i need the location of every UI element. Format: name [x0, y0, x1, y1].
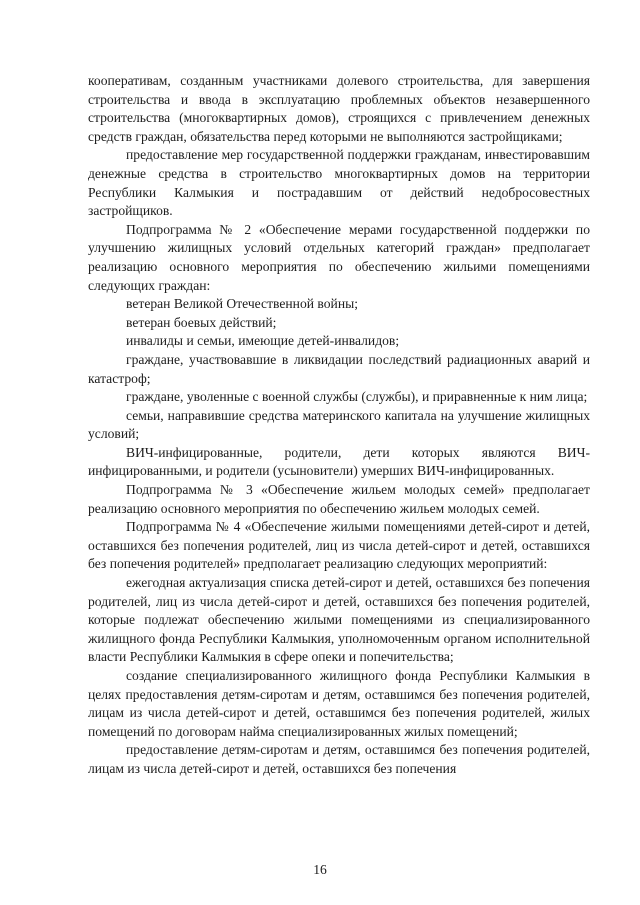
- paragraph-subprogram-4: Подпрограмма № 4 «Обеспечение жилыми помещениями детей-сирот и детей, оставшихся без попечения родителей, лиц из числа детей-сирот и детей, оставшихся без попечения родителей» предполагает реализацию следующих мероприятий:: [88, 519, 590, 572]
- list-item-ww2-veteran: ветеран Великой Отечественной войны;: [126, 296, 359, 312]
- paragraph-state-support: предоставление мер государственной поддержки гражданам, инвестировавшим денежные средства в строительство многоквартирных домов на территории Республики Калмыкия и пострадавшим от действий недобросовестных застройщиков.: [88, 147, 590, 219]
- list-item-disabled: инвалиды и семьи, имеющие детей-инвалидов;: [126, 333, 400, 349]
- paragraph-subprogram-3: Подпрограмма № 3 «Обеспечение жильем молодых семей» предполагает реализацию основного мероприятия по обеспечению жильем молодых семей.: [88, 482, 590, 516]
- paragraph-cooperatives: кооперативам, созданным участниками долевого строительства, для завершения строительства и ввода в эксплуатацию проблемных объектов незавершенного строительства (многоквартирных домов), строящихся с привлечением денежных средств граждан, обязательства перед которыми не выполняются застройщиками;: [88, 73, 590, 144]
- page-number: 16: [313, 862, 327, 877]
- document-body: [88, 72, 590, 779]
- list-item-radiation-liquidators: граждане, участвовавшие в ликвидации последствий радиационных аварий и катастроф;: [88, 351, 590, 386]
- list-item-maternity-capital: семьи, направившие средства материнского капитала на улучшение жилищных условий;: [88, 407, 590, 442]
- list-item-hiv: ВИЧ-инфицированные, родители, дети которых являются ВИЧ-инфицированными, и родители (усыновители) умерших ВИЧ-инфицированных.: [88, 444, 590, 479]
- list-item-combat-veteran: ветеран боевых действий;: [126, 314, 277, 330]
- paragraph-subprogram-2: Подпрограмма № 2 «Обеспечение мерами государственной поддержки по улучшению жилищных условий отдельных категорий граждан» предполагает реализацию основного мероприятия по обеспечению жильими помещениями следующих граждан:: [88, 221, 590, 293]
- list-item-military-discharged: граждане, уволенные с военной службы (службы), и приравненные к ним лица;: [126, 389, 588, 405]
- list-item-housing-provision: предоставление детям-сиротам и детям, оставшимся без попечения родителей, лицам из числа детей-сирот и детей, оставшихся без попечения: [88, 742, 590, 776]
- list-item-housing-fund: создание специализированного жилищного фонда Республики Калмыкия в целях предоставления детям-сиротам и детям, оставшимся без попечения родителей, лицам из числа детей-сирот и детей, оставшимся без попечения родителей, жилых помещений по договорам найма специализированных жилых помещений;: [88, 668, 590, 739]
- list-item-orphan-list-update: ежегодная актуализация списка детей-сирот и детей, оставшихся без попечения родителей, лиц из числа детей-сирот и детей, оставшихся без попечения родителей, которые подлежат обеспечению жилыми помещениями из специализированного жилищного фонда Республики Калмыкия, уполномоченным органом исполнительной власти Республики Калмыкия в сфере опеки и попечительства;: [88, 575, 590, 665]
